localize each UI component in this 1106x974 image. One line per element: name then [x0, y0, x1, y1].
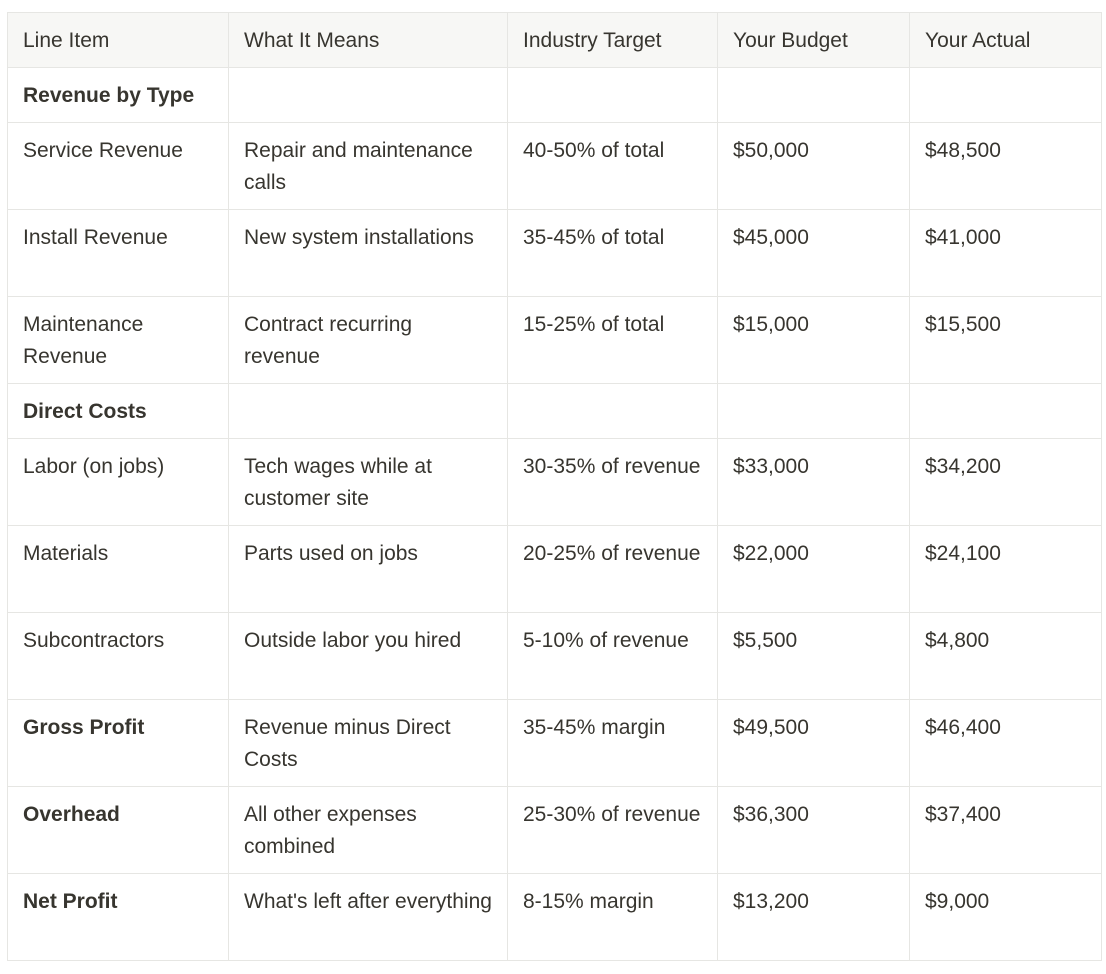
line-item-cell: Install Revenue: [8, 210, 229, 297]
section-label: Direct Costs: [8, 384, 229, 439]
table-header-row: [8, 13, 1102, 68]
table-cell: [718, 384, 910, 439]
table-row-section: [8, 68, 1102, 123]
target-cell: 15-25% of total: [508, 297, 718, 384]
meaning-cell: Contract recurring revenue: [229, 297, 508, 384]
meaning-cell: Parts used on jobs: [229, 526, 508, 613]
line-item-cell: Service Revenue: [8, 123, 229, 210]
table-cell: [508, 68, 718, 123]
line-item-cell: Subcontractors: [8, 613, 229, 700]
budget-cell: $50,000: [718, 123, 910, 210]
actual-cell: $34,200: [910, 439, 1102, 526]
budget-cell: $49,500: [718, 700, 910, 787]
table-row: [8, 526, 1102, 613]
table-row: [8, 439, 1102, 526]
table-row: [8, 123, 1102, 210]
actual-cell: $24,100: [910, 526, 1102, 613]
budget-cell: $5,500: [718, 613, 910, 700]
actual-cell: $48,500: [910, 123, 1102, 210]
line-item-cell: Materials: [8, 526, 229, 613]
budget-cell: $22,000: [718, 526, 910, 613]
line-item-cell: Net Profit: [8, 874, 229, 961]
table-cell: [508, 384, 718, 439]
actual-cell: $15,500: [910, 297, 1102, 384]
meaning-cell: Outside labor you hired: [229, 613, 508, 700]
target-cell: 35-45% of total: [508, 210, 718, 297]
table-cell: [229, 68, 508, 123]
meaning-cell: Revenue minus Direct Costs: [229, 700, 508, 787]
table-row: [8, 874, 1102, 961]
actual-cell: $4,800: [910, 613, 1102, 700]
budget-cell: $45,000: [718, 210, 910, 297]
actual-cell: $9,000: [910, 874, 1102, 961]
meaning-cell: What's left after everything: [229, 874, 508, 961]
target-cell: 25-30% of revenue: [508, 787, 718, 874]
line-item-cell: Labor (on jobs): [8, 439, 229, 526]
meaning-cell: Tech wages while at customer site: [229, 439, 508, 526]
table-cell: [910, 384, 1102, 439]
table-row: [8, 700, 1102, 787]
meaning-cell: All other expenses combined: [229, 787, 508, 874]
header-line-item: Line Item: [8, 13, 229, 68]
header-what-it-means: What It Means: [229, 13, 508, 68]
table-cell: [910, 68, 1102, 123]
budget-cell: $15,000: [718, 297, 910, 384]
table-row: [8, 210, 1102, 297]
table-cell: [229, 384, 508, 439]
actual-cell: $37,400: [910, 787, 1102, 874]
table-cell: [718, 68, 910, 123]
meaning-cell: Repair and maintenance calls: [229, 123, 508, 210]
meaning-cell: New system installations: [229, 210, 508, 297]
header-your-actual: Your Actual: [910, 13, 1102, 68]
table-row-section: [8, 384, 1102, 439]
line-item-cell: Gross Profit: [8, 700, 229, 787]
budget-cell: $13,200: [718, 874, 910, 961]
budget-table-container: [7, 12, 1101, 961]
table-row: [8, 787, 1102, 874]
actual-cell: $41,000: [910, 210, 1102, 297]
target-cell: 40-50% of total: [508, 123, 718, 210]
header-your-budget: Your Budget: [718, 13, 910, 68]
budget-cell: $33,000: [718, 439, 910, 526]
target-cell: 20-25% of revenue: [508, 526, 718, 613]
section-label: Revenue by Type: [8, 68, 229, 123]
line-item-cell: Maintenance Revenue: [8, 297, 229, 384]
table-row: [8, 297, 1102, 384]
table-row: [8, 613, 1102, 700]
line-item-cell: Overhead: [8, 787, 229, 874]
budget-table: [7, 12, 1102, 961]
target-cell: 8-15% margin: [508, 874, 718, 961]
target-cell: 35-45% margin: [508, 700, 718, 787]
budget-cell: $36,300: [718, 787, 910, 874]
actual-cell: $46,400: [910, 700, 1102, 787]
header-industry-target: Industry Target: [508, 13, 718, 68]
target-cell: 5-10% of revenue: [508, 613, 718, 700]
target-cell: 30-35% of revenue: [508, 439, 718, 526]
